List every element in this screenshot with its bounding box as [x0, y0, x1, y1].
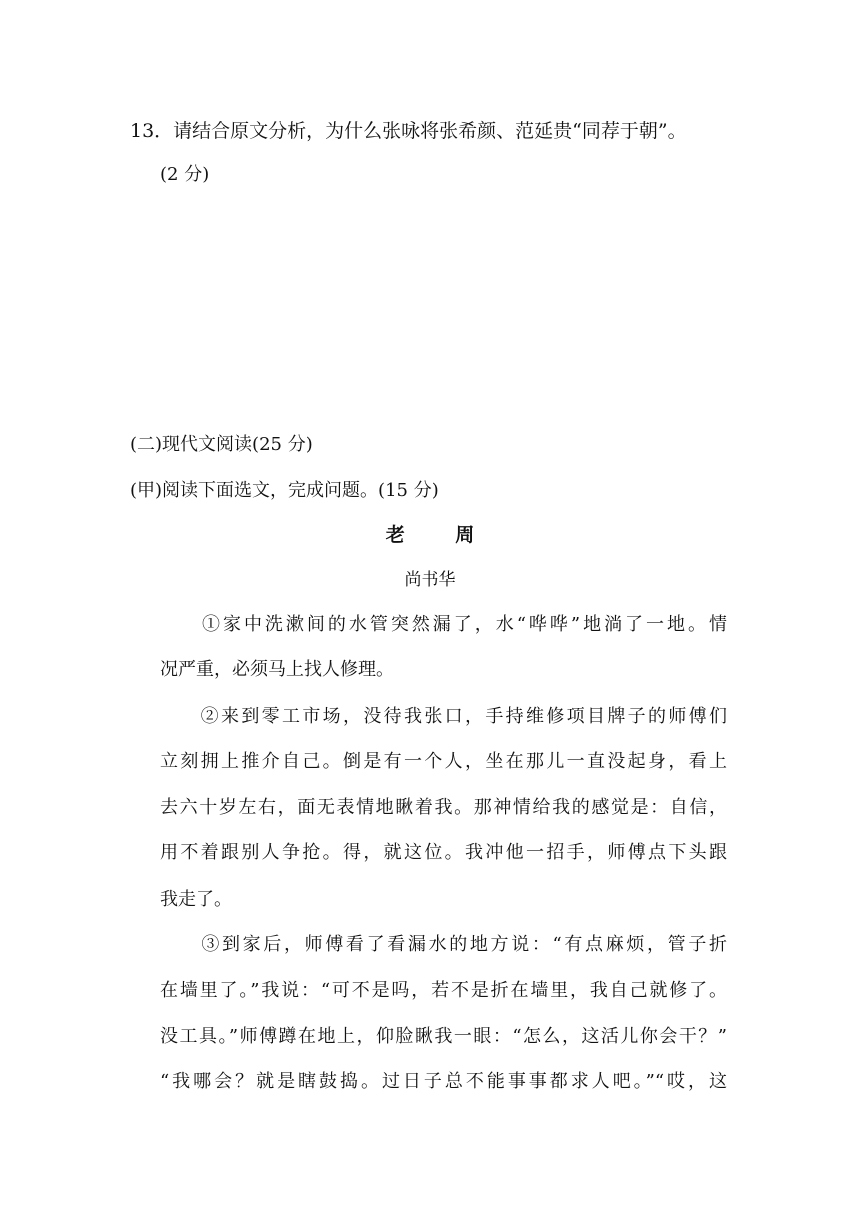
question-13-text: 13．请结合原文分析，为什么张咏将张希颜、范延贵“同荐于朝”。 — [130, 120, 687, 142]
article-line: ③到家后，师傅看了看漏水的地方说：“有点麻烦，管子折 — [160, 934, 727, 955]
section-heading-part-a: (甲)阅读下面选文，完成问题。(15 分) — [130, 480, 439, 501]
section-heading-modern-reading: (二)现代文阅读(25 分) — [130, 434, 313, 455]
article-line: 用不着跟别人争抢。得，就这位。我冲他一招手，师傅点下头跟 — [160, 842, 727, 863]
article-line: “我哪会？就是瞎鼓捣。过日子总不能事事都求人吧。”“哎，这 — [160, 1071, 727, 1092]
article-line: 我走了。 — [160, 889, 232, 910]
article-line: 立刻拥上推介自己。倒是有一个人，坐在那儿一直没起身，看上 — [160, 751, 727, 772]
article-author: 尚书华 — [404, 570, 456, 590]
article-line: ②来到零工市场，没待我张口，手持维修项目牌子的师傅们 — [160, 706, 727, 727]
article-line: ①家中洗漱间的水管突然漏了，水“哗哗”地淌了一地。情 — [160, 614, 727, 635]
article-line: 去六十岁左右，面无表情地瞅着我。那神情给我的感觉是：自信， — [160, 797, 727, 818]
question-13-score: (2 分) — [160, 164, 210, 185]
article-line: 在墙里了。”我说：“可不是吗，若不是折在墙里，我自己就修了。 — [160, 980, 727, 1001]
article-line: 况严重，必须马上找人修理。 — [160, 659, 394, 680]
article-title: 老 周 — [385, 524, 497, 546]
article-line: 没工具。”师傅蹲在地上，仰脸瞅我一眼：“怎么，这活儿你会干？” — [160, 1026, 727, 1047]
